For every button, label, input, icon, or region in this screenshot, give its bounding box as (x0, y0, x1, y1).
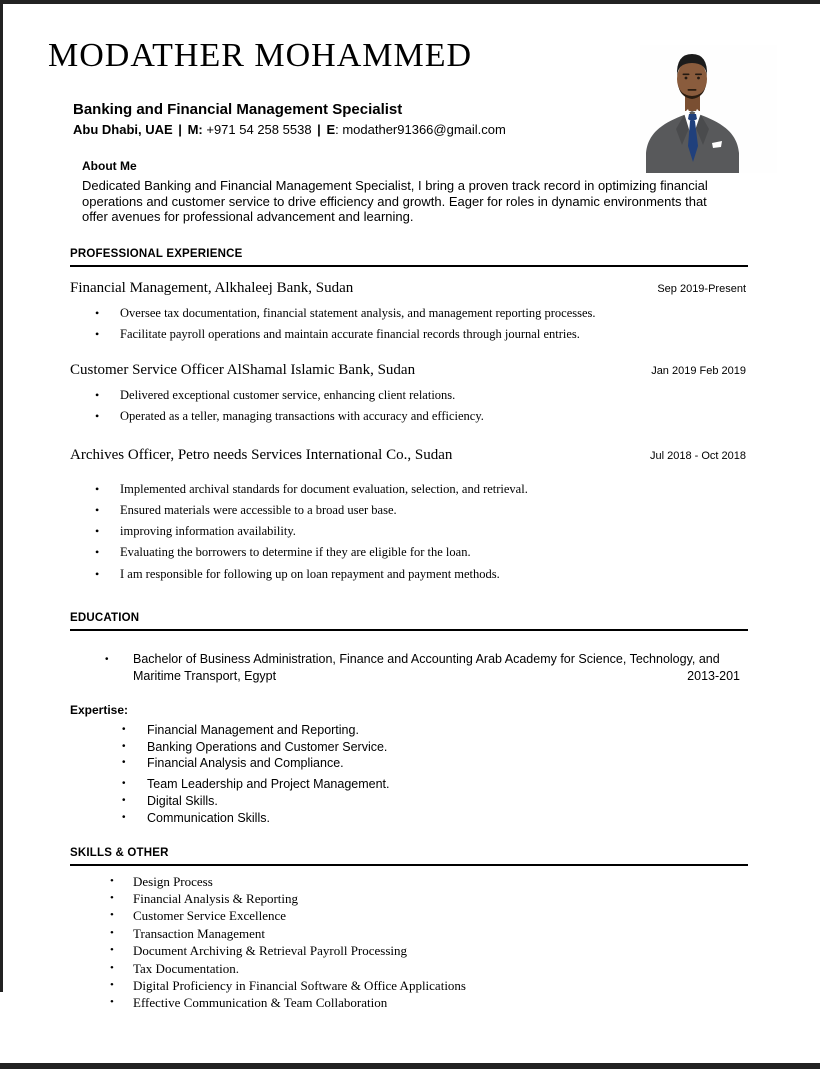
about-section (82, 159, 734, 225)
job-bullet: • Ensured materials were accessible to a broad user base. (120, 500, 750, 521)
education-entry (133, 651, 740, 686)
job-header (70, 279, 746, 298)
job-dates: Jan 2019 Feb 2019 (651, 364, 746, 377)
job-bullet: • improving information availability. (120, 521, 750, 542)
degree-institution-location: Maritime Transport, Egypt (133, 669, 277, 684)
contact-separator: | (317, 122, 321, 137)
section-heading-skills: SKILLS & OTHER (70, 846, 748, 866)
job-bullet: • Facilitate payroll operations and maintain accurate financial records through journal entries. (120, 324, 750, 346)
expertise-item: • Digital Skills. (147, 793, 820, 810)
job-title: Archives Officer, Petro needs Services International Co., Sudan (70, 446, 453, 463)
expertise-item: • Communication Skills. (147, 810, 820, 827)
education-dates: 2013-201 (687, 669, 740, 684)
headshot-illustration (640, 45, 777, 173)
contact-separator: | (178, 122, 182, 137)
job-bullet-list (0, 385, 820, 428)
expertise-item: • Financial Management and Reporting. (147, 722, 820, 739)
page-edge-left (0, 0, 3, 992)
job-entry-3 (0, 446, 820, 585)
job-dates: Jul 2018 - Oct 2018 (649, 449, 746, 462)
job-bullet-list (0, 303, 820, 346)
section-heading-education: EDUCATION (70, 611, 748, 631)
page-edge-bottom (0, 1063, 820, 1069)
skill-item: • Digital Proficiency in Financial Software & Office Applications (133, 977, 820, 994)
expertise-item: • Banking Operations and Customer Service. (147, 739, 820, 756)
skill-item: • Transaction Management (133, 925, 820, 942)
email-address: : modather91366@gmail.com (335, 122, 506, 137)
skill-item: • Tax Documentation. (133, 960, 820, 977)
candidate-name: MODATHER MOHAMMED (48, 37, 473, 74)
skill-item: • Document Archiving & Retrieval Payroll Processing (133, 942, 820, 959)
job-dates: Sep 2019-Present (657, 282, 746, 295)
mobile-label: M: (187, 122, 203, 137)
about-text: Dedicated Banking and Financial Management Specialist, I bring a proven track record in optimizing financial operations and customer service to drive efficiency and growth. Eager for roles in dynamic environments that offer avenues for professional advancement and learning. (82, 178, 708, 225)
expertise-item: • Team Leadership and Project Management. (147, 776, 820, 793)
professional-title: Banking and Financial Management Specialist (73, 101, 403, 118)
skill-item: • Effective Communication & Team Collaboration (133, 994, 820, 1011)
skill-item: • Design Process (133, 873, 820, 890)
contact-location: Abu Dhabi, UAE (73, 122, 173, 137)
skill-item: • Financial Analysis & Reporting (133, 890, 820, 907)
job-bullet: • Operated as a teller, managing transactions with accuracy and efficiency. (120, 406, 750, 428)
job-entry-2 (0, 361, 820, 428)
job-bullet: • Evaluating the borrowers to determine if they are eligible for the loan. (120, 542, 750, 563)
skill-item: • Customer Service Excellence (133, 907, 820, 924)
section-heading-experience: PROFESSIONAL EXPERIENCE (70, 247, 748, 267)
job-bullet: • Oversee tax documentation, financial statement analysis, and management reporting processes. (120, 303, 750, 325)
job-bullet: • Delivered exceptional customer service, enhancing client relations. (120, 385, 750, 407)
expertise-item: • Financial Analysis and Compliance. (147, 755, 820, 772)
expertise-label: Expertise: (70, 702, 129, 717)
email-label: E (326, 122, 336, 137)
degree-line-2 (133, 668, 740, 686)
job-title: Financial Management, Alkhaleej Bank, Sudan (70, 279, 354, 296)
expertise-list (70, 722, 820, 827)
degree-line-1: • Bachelor of Business Administration, Finance and Accounting Arab Academy for Science, Technology, and (133, 651, 720, 666)
job-bullet: • I am responsible for following up on loan repayment and payment methods. (120, 564, 750, 585)
job-title: Customer Service Officer AlShamal Islamic Bank, Sudan (70, 361, 416, 378)
mobile-number: +971 54 258 5538 (206, 122, 316, 137)
about-heading: About Me (82, 159, 137, 173)
expertise-section (70, 703, 820, 827)
profile-photo (640, 45, 777, 173)
job-bullet: • Implemented archival standards for document evaluation, selection, and retrieval. (120, 479, 750, 500)
job-header (70, 361, 746, 380)
page-edge-top (0, 0, 820, 4)
job-header (70, 446, 746, 465)
job-bullet-list (0, 479, 820, 585)
job-entry-1 (0, 279, 820, 346)
skills-list (0, 873, 820, 1012)
